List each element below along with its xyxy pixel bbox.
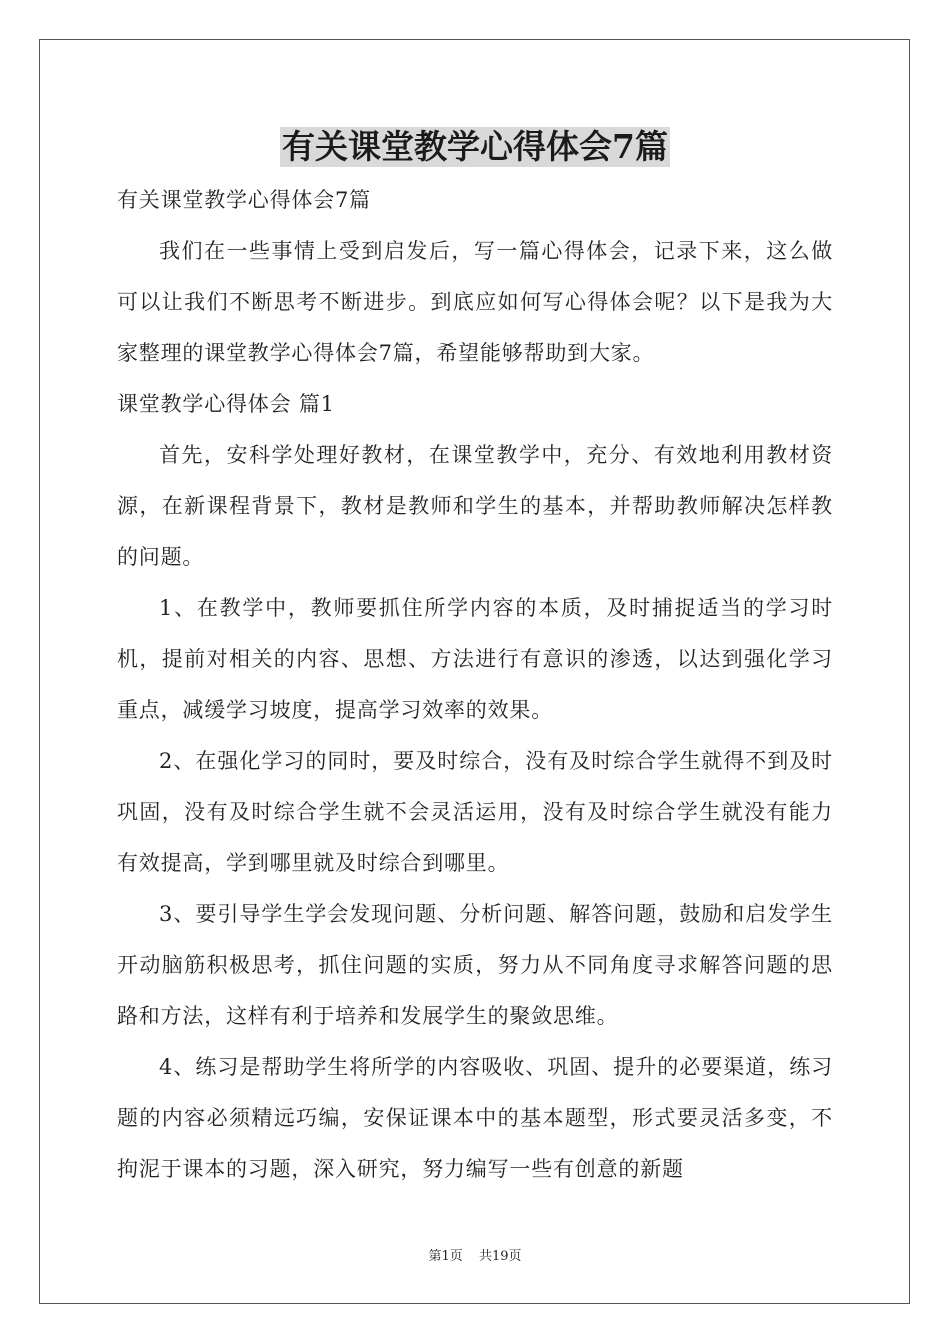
body-paragraph: 2、在强化学习的同时，要及时综合，没有及时综合学生就得不到及时巩固，没有及时综合学生就不会灵活运用，没有及时综合学生就没有能力有效提高，学到哪里就及时综合到哪里。 (117, 749, 833, 875)
body-paragraph: 首先，安科学处理好教材，在课堂教学中，充分、有效地利用教材资源，在新课程背景下，教材是教师和学生的基本，并帮助教师解决怎样教的问题。 (117, 443, 833, 569)
intro-paragraph: 我们在一些事情上受到启发后，写一篇心得体会，记录下来，这么做可以让我们不断思考不断进步。到底应如何写心得体会呢？以下是我为大家整理的课堂教学心得体会7篇，希望能够帮助到大家。 (117, 239, 833, 365)
page-footer (0, 1245, 950, 1264)
title-container (0, 127, 950, 167)
document-subtitle: 有关课堂教学心得体会7篇 (117, 188, 371, 212)
section-heading: 课堂教学心得体会 篇1 (117, 392, 335, 416)
page-number: 第1页 (428, 1249, 463, 1264)
document-body (117, 175, 833, 1195)
page-total: 共19页 (478, 1249, 522, 1264)
body-paragraph: 3、要引导学生学会发现问题、分析问题、解答问题，鼓励和启发学生开动脑筋积极思考，抓住问题的实质，努力从不同角度寻求解答问题的思路和方法，这样有利于培养和发展学生的聚敛思维。 (117, 902, 833, 1028)
document-title: 有关课堂教学心得体会7篇 (282, 127, 668, 166)
body-paragraph: 1、在教学中，教师要抓住所学内容的本质，及时捕捉适当的学习时机，提前对相关的内容、思想、方法进行有意识的渗透，以达到强化学习重点，减缓学习坡度，提高学习效率的效果。 (117, 596, 833, 722)
body-paragraph: 4、练习是帮助学生将所学的内容吸收、巩固、提升的必要渠道，练习题的内容必须精远巧编，安保证课本中的基本题型，形式要灵活多变，不拘泥于课本的习题，深入研究，努力编写一些有创意的新题 (117, 1055, 833, 1181)
